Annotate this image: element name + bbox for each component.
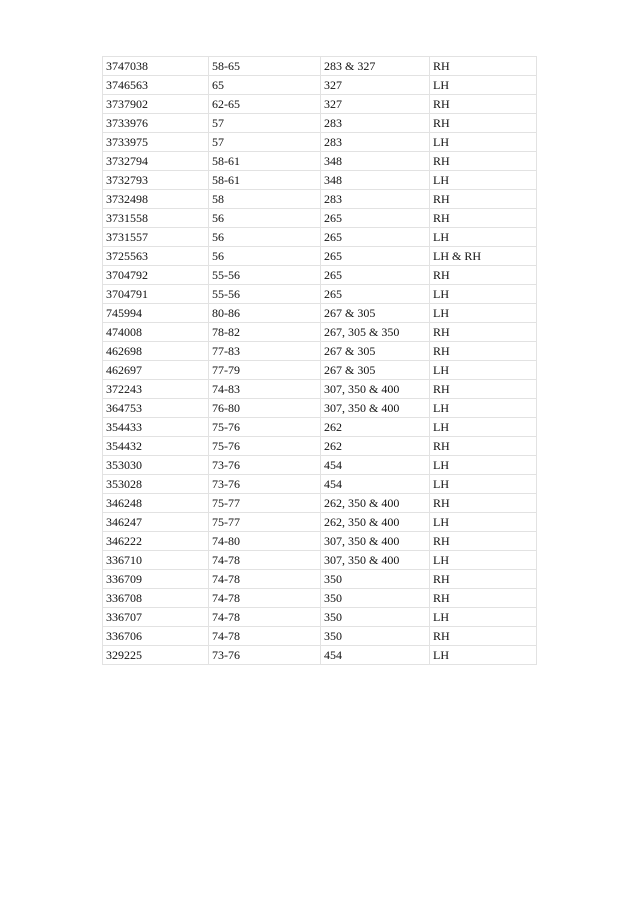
part-number-cell: 336710: [103, 551, 209, 570]
year-range-cell: 73-76: [209, 456, 321, 475]
part-number-cell: 3725563: [103, 247, 209, 266]
year-range-cell: 62-65: [209, 95, 321, 114]
side-cell: LH: [430, 228, 537, 247]
year-range-cell: 77-83: [209, 342, 321, 361]
side-cell: RH: [430, 437, 537, 456]
table-row: [103, 380, 537, 399]
table-row: [103, 399, 537, 418]
table-row: [103, 95, 537, 114]
engine-cid-cell: 267, 305 & 350: [321, 323, 430, 342]
side-cell: RH: [430, 589, 537, 608]
part-number-cell: 745994: [103, 304, 209, 323]
engine-cid-cell: 262, 350 & 400: [321, 494, 430, 513]
side-cell: LH: [430, 171, 537, 190]
year-range-cell: 75-76: [209, 418, 321, 437]
year-range-cell: 74-78: [209, 627, 321, 646]
part-number-cell: 346222: [103, 532, 209, 551]
side-cell: RH: [430, 323, 537, 342]
part-number-cell: 346248: [103, 494, 209, 513]
part-number-cell: 3732498: [103, 190, 209, 209]
engine-cid-cell: 283: [321, 190, 430, 209]
side-cell: RH: [430, 266, 537, 285]
table-row: [103, 475, 537, 494]
engine-cid-cell: 454: [321, 456, 430, 475]
table-row: [103, 133, 537, 152]
part-number-cell: 354432: [103, 437, 209, 456]
part-number-cell: 346247: [103, 513, 209, 532]
part-number-cell: 336707: [103, 608, 209, 627]
engine-cid-cell: 265: [321, 209, 430, 228]
table-row: [103, 57, 537, 76]
side-cell: RH: [430, 494, 537, 513]
engine-cid-cell: 350: [321, 627, 430, 646]
side-cell: LH: [430, 399, 537, 418]
year-range-cell: 76-80: [209, 399, 321, 418]
side-cell: LH & RH: [430, 247, 537, 266]
part-number-cell: 3746563: [103, 76, 209, 95]
part-number-cell: 329225: [103, 646, 209, 665]
engine-cid-cell: 265: [321, 266, 430, 285]
table-row: [103, 209, 537, 228]
part-number-cell: 353030: [103, 456, 209, 475]
part-number-cell: 462697: [103, 361, 209, 380]
engine-cid-cell: 350: [321, 570, 430, 589]
engine-cid-cell: 265: [321, 285, 430, 304]
table-row: [103, 190, 537, 209]
side-cell: LH: [430, 608, 537, 627]
engine-cid-cell: 265: [321, 247, 430, 266]
year-range-cell: 57: [209, 114, 321, 133]
side-cell: LH: [430, 133, 537, 152]
table-row: [103, 418, 537, 437]
year-range-cell: 80-86: [209, 304, 321, 323]
table-row: [103, 532, 537, 551]
table-row: [103, 171, 537, 190]
side-cell: RH: [430, 57, 537, 76]
engine-cid-cell: 307, 350 & 400: [321, 380, 430, 399]
year-range-cell: 58-65: [209, 57, 321, 76]
year-range-cell: 74-78: [209, 551, 321, 570]
part-number-cell: 3733976: [103, 114, 209, 133]
part-number-cell: 3731557: [103, 228, 209, 247]
side-cell: RH: [430, 532, 537, 551]
side-cell: LH: [430, 513, 537, 532]
year-range-cell: 57: [209, 133, 321, 152]
engine-cid-cell: 262: [321, 437, 430, 456]
engine-cid-cell: 267 & 305: [321, 304, 430, 323]
part-number-cell: 354433: [103, 418, 209, 437]
side-cell: RH: [430, 190, 537, 209]
parts-table: [102, 56, 537, 665]
year-range-cell: 74-83: [209, 380, 321, 399]
year-range-cell: 75-77: [209, 494, 321, 513]
year-range-cell: 74-80: [209, 532, 321, 551]
parts-table-body: [103, 57, 537, 665]
table-row: [103, 114, 537, 133]
side-cell: LH: [430, 418, 537, 437]
table-row: [103, 285, 537, 304]
side-cell: LH: [430, 76, 537, 95]
table-row: [103, 247, 537, 266]
part-number-cell: 3732793: [103, 171, 209, 190]
year-range-cell: 56: [209, 228, 321, 247]
part-number-cell: 353028: [103, 475, 209, 494]
side-cell: LH: [430, 646, 537, 665]
part-number-cell: 3747038: [103, 57, 209, 76]
year-range-cell: 58-61: [209, 152, 321, 171]
year-range-cell: 55-56: [209, 285, 321, 304]
part-number-cell: 3737902: [103, 95, 209, 114]
part-number-cell: 3704792: [103, 266, 209, 285]
side-cell: RH: [430, 380, 537, 399]
year-range-cell: 55-56: [209, 266, 321, 285]
part-number-cell: 364753: [103, 399, 209, 418]
table-row: [103, 570, 537, 589]
year-range-cell: 73-76: [209, 475, 321, 494]
engine-cid-cell: 454: [321, 646, 430, 665]
side-cell: RH: [430, 570, 537, 589]
table-row: [103, 266, 537, 285]
table-row: [103, 323, 537, 342]
table-row: [103, 551, 537, 570]
engine-cid-cell: 348: [321, 171, 430, 190]
side-cell: LH: [430, 361, 537, 380]
engine-cid-cell: 267 & 305: [321, 361, 430, 380]
part-number-cell: 3731558: [103, 209, 209, 228]
table-row: [103, 627, 537, 646]
engine-cid-cell: 307, 350 & 400: [321, 551, 430, 570]
table-row: [103, 437, 537, 456]
table-row: [103, 152, 537, 171]
engine-cid-cell: 327: [321, 76, 430, 95]
year-range-cell: 58-61: [209, 171, 321, 190]
table-row: [103, 494, 537, 513]
part-number-cell: 336708: [103, 589, 209, 608]
engine-cid-cell: 307, 350 & 400: [321, 399, 430, 418]
year-range-cell: 78-82: [209, 323, 321, 342]
side-cell: LH: [430, 304, 537, 323]
side-cell: LH: [430, 456, 537, 475]
year-range-cell: 74-78: [209, 589, 321, 608]
engine-cid-cell: 283: [321, 114, 430, 133]
part-number-cell: 336709: [103, 570, 209, 589]
part-number-cell: 3732794: [103, 152, 209, 171]
year-range-cell: 74-78: [209, 608, 321, 627]
year-range-cell: 75-77: [209, 513, 321, 532]
engine-cid-cell: 265: [321, 228, 430, 247]
engine-cid-cell: 348: [321, 152, 430, 171]
engine-cid-cell: 327: [321, 95, 430, 114]
table-row: [103, 589, 537, 608]
side-cell: LH: [430, 475, 537, 494]
side-cell: RH: [430, 95, 537, 114]
engine-cid-cell: 307, 350 & 400: [321, 532, 430, 551]
year-range-cell: 65: [209, 76, 321, 95]
table-row: [103, 456, 537, 475]
table-row: [103, 646, 537, 665]
side-cell: RH: [430, 209, 537, 228]
part-number-cell: 3733975: [103, 133, 209, 152]
engine-cid-cell: 350: [321, 589, 430, 608]
part-number-cell: 336706: [103, 627, 209, 646]
year-range-cell: 75-76: [209, 437, 321, 456]
part-number-cell: 474008: [103, 323, 209, 342]
year-range-cell: 58: [209, 190, 321, 209]
part-number-cell: 3704791: [103, 285, 209, 304]
year-range-cell: 74-78: [209, 570, 321, 589]
year-range-cell: 56: [209, 247, 321, 266]
table-row: [103, 342, 537, 361]
year-range-cell: 56: [209, 209, 321, 228]
side-cell: LH: [430, 285, 537, 304]
engine-cid-cell: 262: [321, 418, 430, 437]
side-cell: RH: [430, 114, 537, 133]
table-row: [103, 304, 537, 323]
engine-cid-cell: 262, 350 & 400: [321, 513, 430, 532]
side-cell: LH: [430, 551, 537, 570]
table-row: [103, 361, 537, 380]
engine-cid-cell: 350: [321, 608, 430, 627]
part-number-cell: 372243: [103, 380, 209, 399]
side-cell: RH: [430, 342, 537, 361]
table-row: [103, 513, 537, 532]
table-row: [103, 608, 537, 627]
engine-cid-cell: 283: [321, 133, 430, 152]
table-row: [103, 76, 537, 95]
table-row: [103, 228, 537, 247]
engine-cid-cell: 454: [321, 475, 430, 494]
side-cell: RH: [430, 152, 537, 171]
engine-cid-cell: 267 & 305: [321, 342, 430, 361]
engine-cid-cell: 283 & 327: [321, 57, 430, 76]
part-number-cell: 462698: [103, 342, 209, 361]
year-range-cell: 73-76: [209, 646, 321, 665]
year-range-cell: 77-79: [209, 361, 321, 380]
side-cell: RH: [430, 627, 537, 646]
